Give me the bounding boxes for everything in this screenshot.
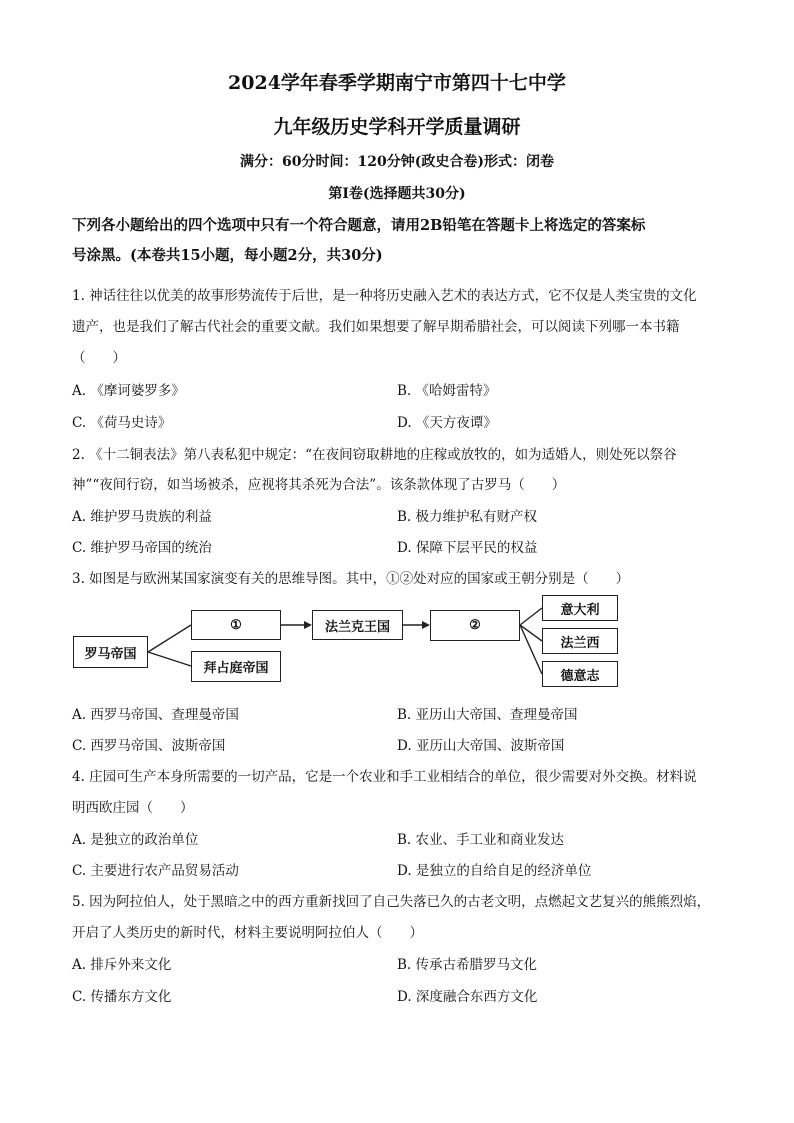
frankish-kingdom-box: 法兰克王国	[312, 610, 403, 640]
question-5-option-b: B. 传承古希腊罗马文化	[397, 957, 538, 973]
question-2-text: 神”“夜间行窃，如当场被杀，应视将其杀死为合法”。该条款体现了古罗马（ ）	[72, 477, 566, 493]
instructions-line-2: 号涂黑。(本卷共15小题，每小题2分，共30分)	[72, 247, 383, 264]
question-2-option-d: D. 保障下层平民的权益	[397, 540, 538, 556]
question-5-option-d: D. 深度融合东西方文化	[397, 989, 538, 1005]
roman-empire-box: 罗马帝国	[73, 636, 148, 668]
france-box: 法兰西	[542, 628, 618, 654]
question-5-text: 5. 因为阿拉伯人，处于黑暗之中的西方重新找回了自己失落已久的古老文明，点燃起文艺复兴的熊熊烈焰，	[72, 894, 711, 910]
question-3-text: 3. 如图是与欧洲某国家演变有关的思维导图。其中，①②处对应的国家或王朝分别是（ ）	[72, 571, 630, 587]
byzantine-empire-box: 拜占庭帝国	[191, 651, 281, 682]
question-3-option-d: D. 亚历山大帝国、波斯帝国	[397, 738, 565, 754]
question-2-text: 2. 《十二铜表法》第八表私犯中规定：“在夜间窃取耕地的庄稼或放牧的，如为适婚人，则处死以祭谷	[72, 447, 677, 463]
section-heading: 第Ⅰ卷(选择题共30分)	[328, 186, 466, 202]
question-1-option-c: C. 《荷马史诗》	[72, 415, 172, 431]
instructions-line-1: 下列各小题给出的四个选项中只有一个符合题意，请用2B铅笔在答题卡上将选定的答案标	[72, 217, 646, 234]
question-1-text: 1. 神话往往以优美的故事形势流传于后世，是一种将历史融入艺术的表达方式，它不仅是人类宝贵的文化	[72, 288, 697, 304]
question-3-option-b: B. 亚历山大帝国、查理曼帝国	[397, 707, 578, 723]
question-5-option-a: A. 排斥外来文化	[72, 957, 172, 973]
question-2-option-c: C. 维护罗马帝国的统治	[72, 540, 212, 556]
question-3-option-a: A. 西罗马帝国、查理曼帝国	[72, 707, 239, 723]
exam-subtitle: 九年级历史学科开学质量调研	[273, 116, 521, 138]
question-4-option-c: C. 主要进行农产品贸易活动	[72, 863, 239, 879]
question-1-option-d: D. 《天方夜谭》	[397, 415, 497, 431]
question-4-text: 4. 庄园可生产本身所需要的一切产品，它是一个农业和手工业相结合的单位，很少需要对外交换。材料说	[72, 769, 697, 785]
italy-box: 意大利	[542, 595, 618, 621]
exam-title: 2024学年春季学期南宁市第四十七中学	[228, 72, 566, 94]
exam-info: 满分：60分时间：120分钟(政史合卷)形式：闭卷	[240, 154, 554, 170]
question-4-option-d: D. 是独立的自给自足的经济单位	[397, 863, 592, 879]
question-1-option-a: A. 《摩诃婆罗多》	[72, 383, 185, 399]
question-5-text: 开启了人类历史的新时代，材料主要说明阿拉伯人（ ）	[72, 925, 423, 941]
question-4-option-a: A. 是独立的政治单位	[72, 832, 199, 848]
germany-box: 德意志	[542, 661, 618, 687]
blank-node-1: ①	[191, 610, 281, 640]
question-1-text: （ ）	[72, 350, 126, 366]
question-1-text: 遗产，也是我们了解古代社会的重要文献。我们如果想要了解早期希腊社会，可以阅读下列哪一本书籍	[72, 319, 680, 335]
question-2-option-b: B. 极力维护私有财产权	[397, 509, 538, 525]
question-4-option-b: B. 农业、手工业和商业发达	[397, 832, 565, 848]
question-2-option-a: A. 维护罗马贵族的利益	[72, 509, 212, 525]
question-1-option-b: B. 《哈姆雷特》	[397, 383, 497, 399]
question-4-text: 明西欧庄园（ ）	[72, 800, 194, 816]
question-5-option-c: C. 传播东方文化	[72, 989, 172, 1005]
blank-node-2: ②	[430, 610, 520, 641]
question-3-option-c: C. 西罗马帝国、波斯帝国	[72, 738, 226, 754]
